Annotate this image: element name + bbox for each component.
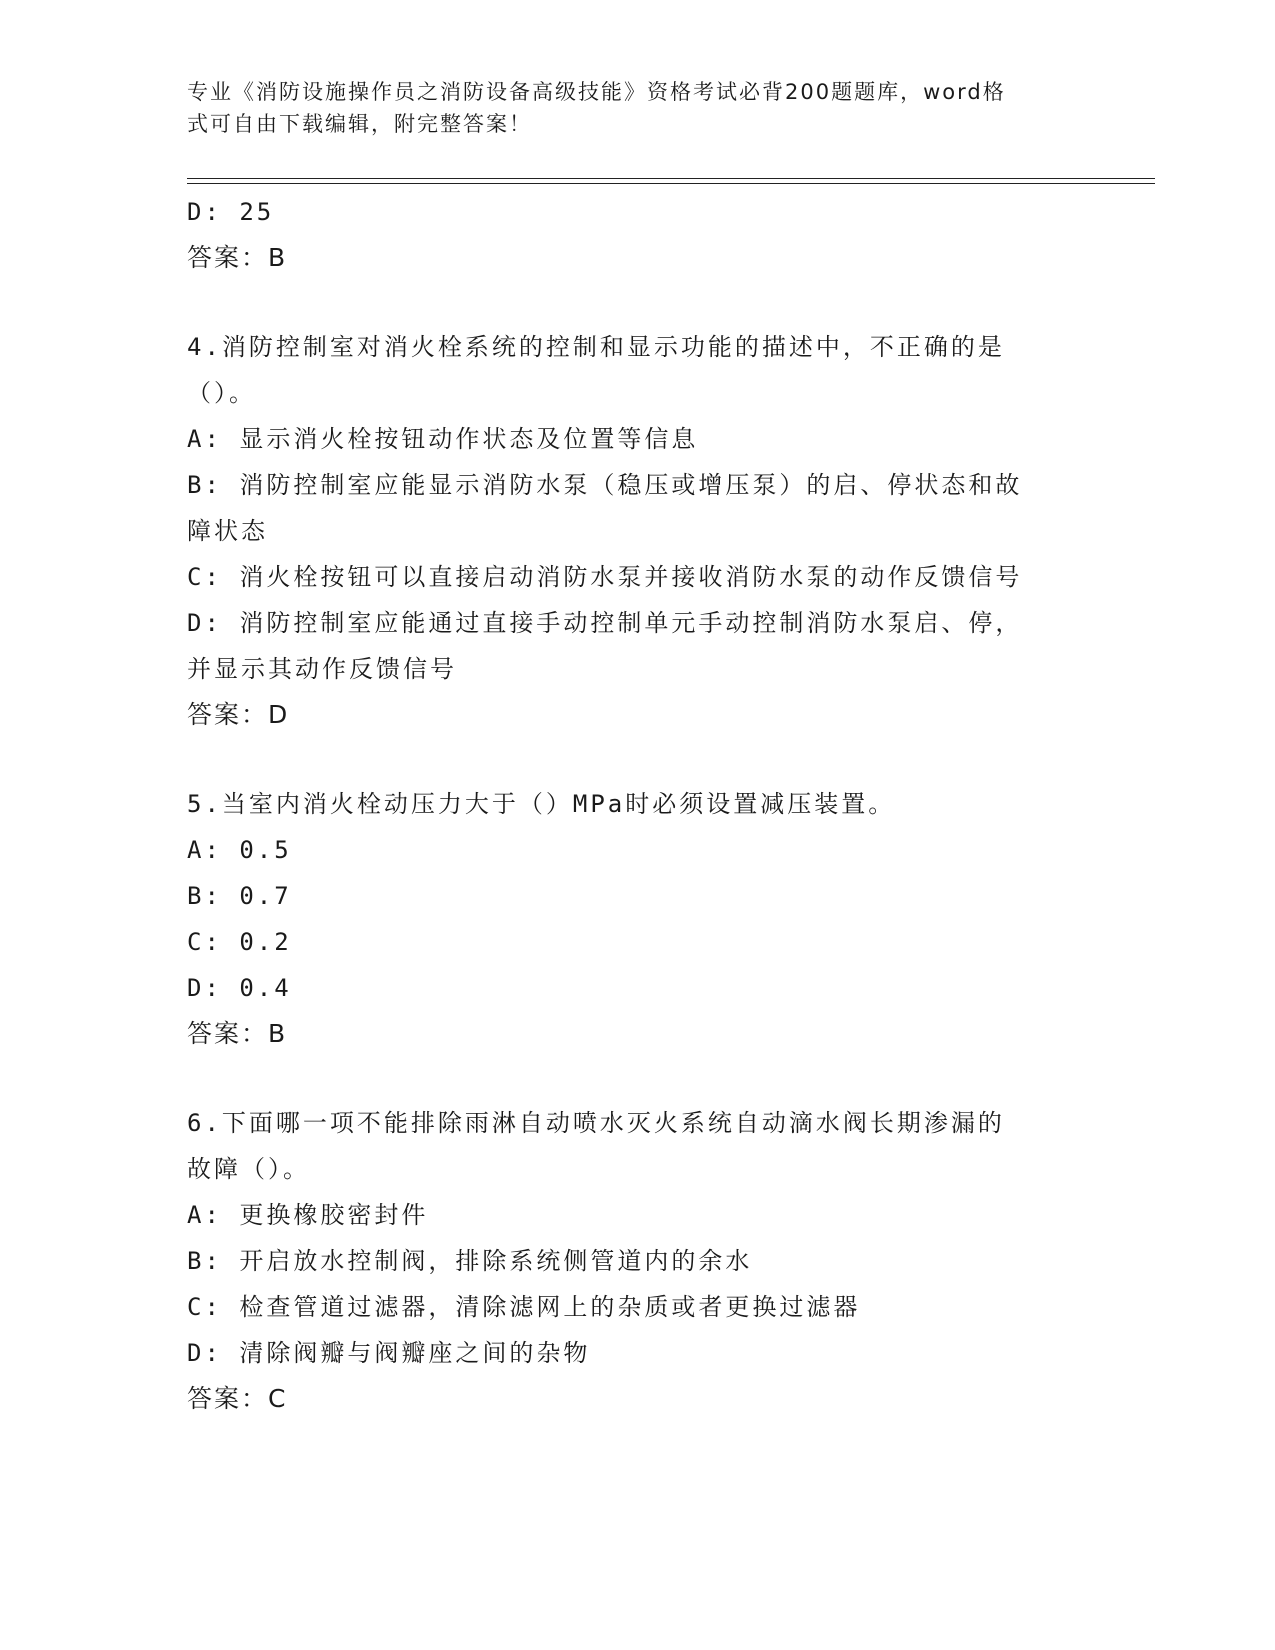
document-body <box>187 189 1087 1422</box>
option-d: D: 0.4 <box>187 974 292 1002</box>
spacer <box>187 281 1087 324</box>
question-6 <box>187 1100 1087 1422</box>
question-stem: 6.下面哪一项不能排除雨淋自动喷水灭火系统自动滴水阀长期渗漏的 <box>187 1109 1005 1137</box>
option-b: B: 消防控制室应能显示消防水泵（稳压或增压泵）的启、停状态和故 <box>187 471 1023 499</box>
option-d: D: 消防控制室应能通过直接手动控制单元手动控制消防水泵启、停， <box>187 609 1023 637</box>
page-header <box>187 76 1067 140</box>
spacer <box>187 1057 1087 1100</box>
question-stem-continued: 故障（）。 <box>187 1155 310 1183</box>
question-stem-continued: （）。 <box>187 379 256 407</box>
option-a: A: 0.5 <box>187 836 292 864</box>
question-stem: 5.当室内消火栓动压力大于（）MPa时必须设置减压装置。 <box>187 790 896 818</box>
answer-label: 答案：B <box>187 1019 288 1048</box>
header-title-line-1: 专业《消防设施操作员之消防设备高级技能》资格考试必背200题题库，word格 <box>187 80 1006 104</box>
option-d-continued: 并显示其动作反馈信号 <box>187 655 457 683</box>
question-4 <box>187 324 1087 738</box>
answer-label: 答案：B <box>187 243 288 272</box>
option-b: B: 开启放水控制阀，排除系统侧管道内的余水 <box>187 1247 753 1275</box>
question-5 <box>187 781 1087 1057</box>
header-title-line-2: 式可自由下载编辑，附完整答案！ <box>187 112 532 136</box>
question-3-tail <box>187 189 1087 281</box>
option-a: A: 显示消火栓按钮动作状态及位置等信息 <box>187 425 699 453</box>
option-b-continued: 障状态 <box>187 517 268 545</box>
answer-label: 答案：C <box>187 1384 288 1413</box>
spacer <box>187 738 1087 781</box>
header-divider-top <box>187 178 1155 179</box>
option-d: D: 清除阀瓣与阀瓣座之间的杂物 <box>187 1339 591 1367</box>
option-b: B: 0.7 <box>187 882 292 910</box>
question-stem: 4.消防控制室对消火栓系统的控制和显示功能的描述中，不正确的是 <box>187 333 1005 361</box>
answer-label: 答案：D <box>187 700 290 729</box>
option-a: A: 更换橡胶密封件 <box>187 1201 429 1229</box>
option-c: C: 消火栓按钮可以直接启动消防水泵并接收消防水泵的动作反馈信号 <box>187 563 1023 591</box>
option-c: C: 0.2 <box>187 928 292 956</box>
option-c: C: 检查管道过滤器，清除滤网上的杂质或者更换过滤器 <box>187 1293 861 1321</box>
header-divider-bottom <box>187 183 1155 184</box>
option-d: D: 25 <box>187 198 275 226</box>
